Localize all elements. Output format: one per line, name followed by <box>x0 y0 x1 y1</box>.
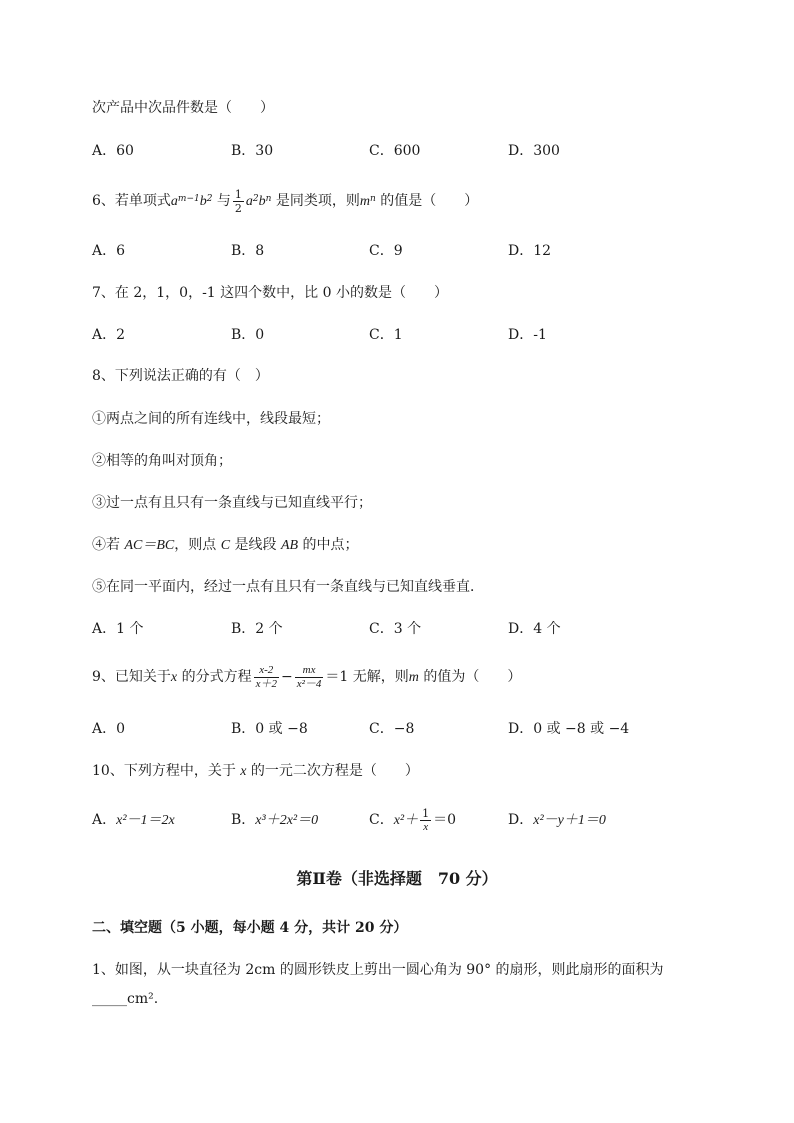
q9-option-a: A．0 <box>92 721 126 737</box>
fill-q1-unit: cm². <box>127 991 159 1007</box>
q10-option-c: C．x²＋ $\frac{1}{x}$ ＝0 <box>369 806 457 833</box>
q8-option-d: D．4 个 <box>508 621 561 637</box>
q8-options <box>92 619 712 639</box>
q5-stem-tail: 次产品中次品件数是（ ） <box>92 100 274 116</box>
q7-option-c: C．1 <box>369 327 403 343</box>
q5-options <box>92 141 712 161</box>
q6-fraction: $\frac{1}{2}$ <box>234 187 242 215</box>
q10-options <box>92 801 712 839</box>
q9-option-c: C．−8 <box>369 721 415 737</box>
q8-stem: 8、下列说法正确的有（ ） <box>92 368 269 384</box>
fill-q1-line1: 1、如图，从一块直径为 2cm 的圆形铁皮上剪出一圆心角为 90° 的扇形，则此扇形的面积为 <box>92 962 664 978</box>
q6-stem: 6、若单项式$a^{m-1}b^2$ 与 $\frac{1}{2}$ $a^2b^n$ 是同类项，则$m^n$ 的值是（ ） <box>92 187 479 215</box>
q9-option-b: B．0 或 −8 <box>231 721 308 737</box>
q8-statement-2: ②相等的角叫对顶角； <box>92 453 232 469</box>
q9-fraction-2: $\frac{mx}{\text{x²－4}}$ <box>296 663 322 690</box>
q8-option-b: B．2 个 <box>231 621 283 637</box>
fill-q1-blank[interactable]: _____ <box>92 991 127 1007</box>
q9-stem: 9、已知关于x 的分式方程 $\frac{x-2}{x+2}$ − $\frac{mx}{\text{x²－4}}$ ＝1 无解，则m 的值为（ ） <box>92 663 522 690</box>
q5-option-d: D．300 <box>508 143 560 159</box>
q7-option-d: D．-1 <box>508 327 547 343</box>
q7-option-b: B．0 <box>231 327 265 343</box>
q10-option-c-fraction: $\frac{1}{x}$ <box>422 806 430 833</box>
q9-options <box>92 719 712 739</box>
q8-option-a: A．1 个 <box>92 621 144 637</box>
q6-options <box>92 241 712 261</box>
q9-fraction-1: $\frac{x-2}{x+2}$ <box>255 663 277 690</box>
q7-stem: 7、在 2，1，0，-1 这四个数中，比 0 小的数是（ ） <box>92 285 448 301</box>
q6-option-d: D．12 <box>508 243 552 259</box>
q9-option-d: D．0 或 −8 或 −4 <box>508 721 630 737</box>
fill-q1-line2 <box>92 989 158 1009</box>
q6-option-a: A．6 <box>92 243 126 259</box>
q10-option-b: B．x³＋2x²＝0 <box>231 812 319 828</box>
q5-option-a: A．60 <box>92 143 134 159</box>
q7-options <box>92 325 712 345</box>
q10-option-d: D．x²－y＋1＝0 <box>508 812 606 828</box>
part2-title: 第Ⅱ卷（非选择题 70 分） <box>296 869 498 888</box>
q10-option-a: A．x²－1＝2x <box>92 812 175 828</box>
q10-stem: 10、下列方程中，关于 x 的一元二次方程是（ ） <box>92 763 419 779</box>
q5-option-c: C．600 <box>369 143 421 159</box>
q8-statement-4: ④若 AC＝BC，则点 C 是线段 AB 的中点； <box>92 537 359 553</box>
q6-option-b: B．8 <box>231 243 265 259</box>
q7-option-a: A．2 <box>92 327 126 343</box>
fill-blank-section-heading: 二、填空题（5 小题，每小题 4 分，共计 20 分） <box>92 920 408 936</box>
q8-option-c: C．3 个 <box>369 621 422 637</box>
q8-statement-1: ①两点之间的所有连线中，线段最短； <box>92 411 330 427</box>
q5-option-b: B．30 <box>231 143 274 159</box>
q6-option-c: C．9 <box>369 243 403 259</box>
q8-statement-3: ③过一点有且只有一条直线与已知直线平行； <box>92 495 372 511</box>
q8-statement-5: ⑤在同一平面内，经过一点有且只有一条直线与已知直线垂直． <box>92 579 484 595</box>
